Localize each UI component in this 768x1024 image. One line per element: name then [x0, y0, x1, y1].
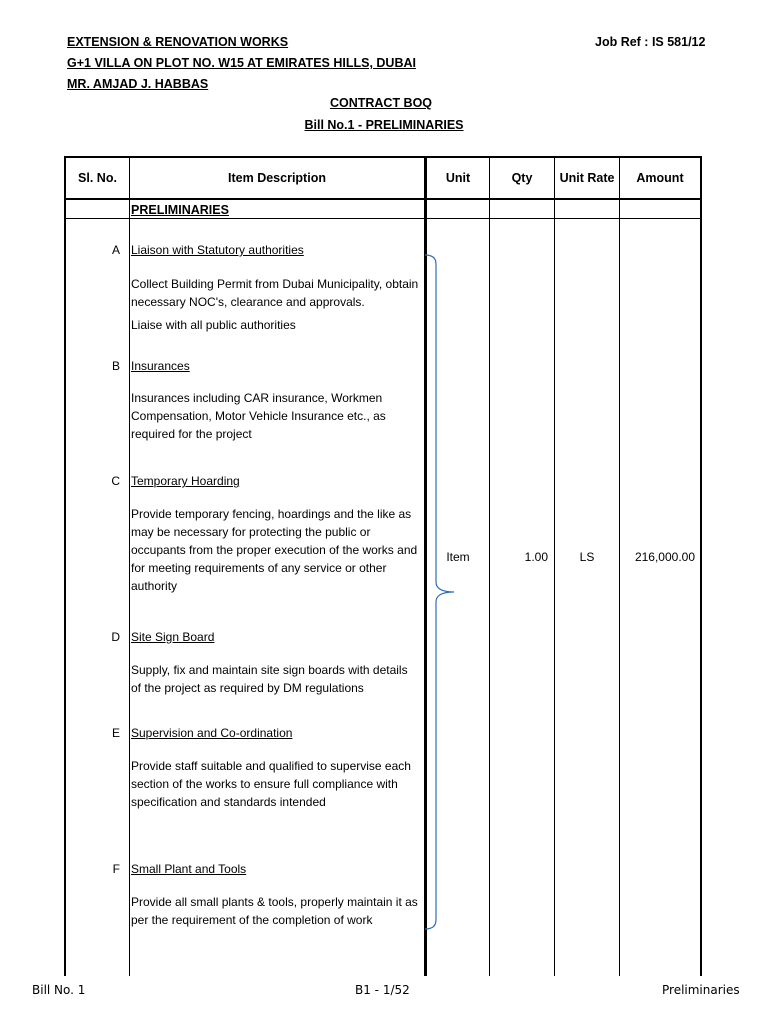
- col-divider-4: [554, 156, 555, 976]
- footer-section-name: Preliminaries: [662, 983, 740, 997]
- section-heading: PRELIMINARIES: [131, 203, 229, 217]
- qty-value: 1.00: [524, 550, 548, 564]
- item-letter: E: [111, 726, 120, 740]
- section-row-border: [64, 218, 702, 219]
- table-top-border: [64, 156, 702, 158]
- col-divider-1: [129, 156, 130, 976]
- footer-bill-number: Bill No. 1: [32, 983, 86, 997]
- item-title: Site Sign Board: [131, 630, 215, 644]
- header-bottom-border: [64, 198, 702, 200]
- item-description: Supply, fix and maintain site sign boards with details of the project as required by DM regulations: [131, 663, 408, 695]
- bill-title: [0, 118, 768, 132]
- column-header-sl-no: Sl. No.: [78, 171, 117, 185]
- document-title-text: CONTRACT BOQ: [329, 96, 433, 110]
- item-description: Insurances including CAR insurance, Workmen Compensation, Motor Vehicle Insurance etc., as required for the project: [131, 391, 386, 441]
- item-title: Liaison with Statutory authorities: [131, 243, 304, 257]
- grouping-brace: [422, 252, 458, 932]
- item-letter: F: [112, 862, 120, 876]
- item-description: Liaise with all public authorities: [131, 318, 296, 332]
- item-letter: D: [111, 630, 120, 644]
- column-header-unit: Unit: [445, 171, 471, 185]
- item-description: Provide staff suitable and qualified to supervise each section of the works to ensure full compliance with specification and standards intended: [131, 759, 411, 809]
- column-header-item-description: Item Description: [228, 171, 326, 185]
- project-location: G+1 VILLA ON PLOT NO. W15 AT EMIRATES HILLS, DUBAI: [67, 56, 416, 70]
- table-right-border: [700, 156, 702, 976]
- amount-value: 216,000.00: [634, 550, 695, 564]
- item-description: Collect Building Permit from Dubai Municipality, obtain necessary NOC's, clearance and approvals.: [131, 277, 419, 309]
- column-header-qty: Qty: [511, 171, 533, 185]
- table-left-border: [64, 156, 66, 976]
- job-reference: Job Ref : IS 581/12: [595, 35, 706, 49]
- item-letter: C: [111, 474, 120, 488]
- item-title: Supervision and Co-ordination: [131, 726, 293, 740]
- column-header-amount: Amount: [636, 171, 684, 185]
- item-title: Small Plant and Tools: [131, 862, 247, 876]
- client-name: MR. AMJAD J. HABBAS: [67, 77, 209, 91]
- item-title: Insurances: [131, 359, 190, 373]
- document-title: [0, 96, 768, 110]
- project-title: EXTENSION & RENOVATION WORKS: [67, 35, 289, 49]
- footer-page-number: B1 - 1/52: [355, 983, 410, 997]
- column-header-unit-rate: Unit Rate: [559, 171, 615, 185]
- item-title: Temporary Hoarding: [131, 474, 240, 488]
- item-description: Provide all small plants & tools, properly maintain it as per the requirement of the completion of work: [131, 895, 418, 927]
- col-divider-3: [489, 156, 490, 976]
- item-description: Provide temporary fencing, hoardings and the like as may be necessary for protecting the public or occupants from the proper execution of the works and for meeting requirements of any service or other authority: [131, 507, 418, 593]
- bill-title-text: Bill No.1 - PRELIMINARIES: [304, 118, 464, 132]
- unit-rate-value: LS: [579, 550, 595, 564]
- col-divider-5: [619, 156, 620, 976]
- item-letter: A: [111, 243, 120, 257]
- unit-value: Item: [446, 550, 470, 564]
- item-letter: B: [111, 359, 120, 373]
